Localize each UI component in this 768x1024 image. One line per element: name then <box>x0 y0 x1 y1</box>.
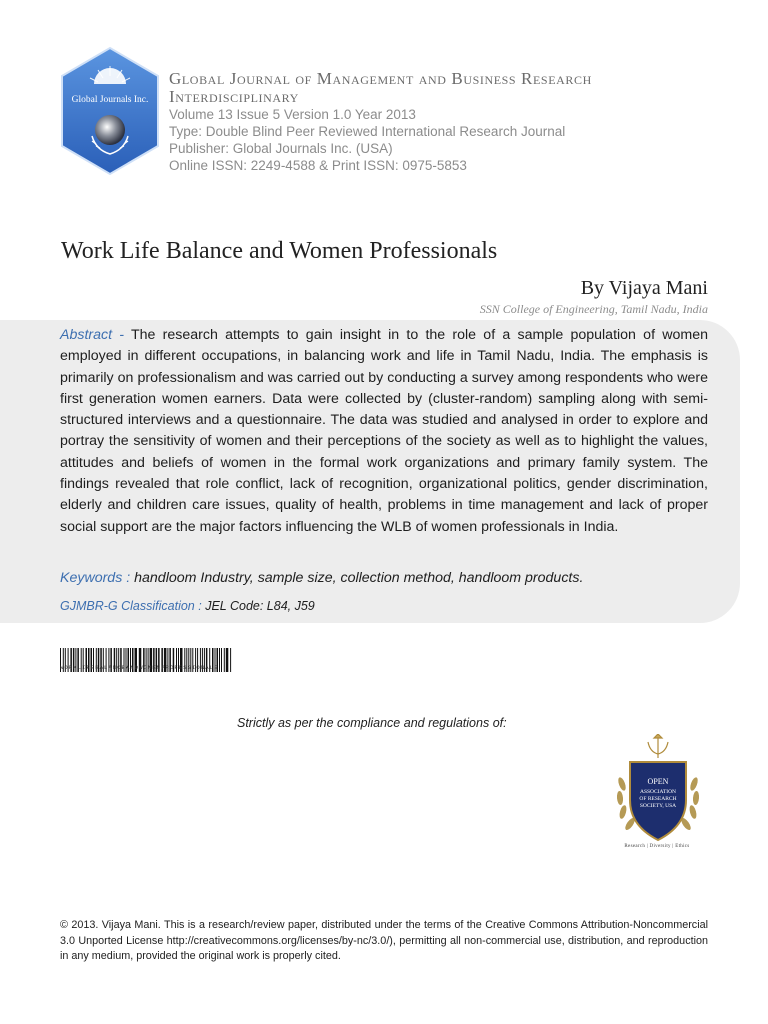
oars-emblem <box>608 734 708 854</box>
journal-issn: Online ISSN: 2249-4588 & Print ISSN: 0975-5853 <box>169 158 467 173</box>
logo-text: Global Journals Inc. <box>71 95 149 105</box>
emblem-line1: OPEN <box>647 777 669 786</box>
compliance-note: Strictly as per the compliance and regulations of: <box>237 716 507 730</box>
journal-publisher: Publisher: Global Journals Inc. (USA) <box>169 141 393 156</box>
classification <box>60 599 315 613</box>
emblem-line3: OF RESEARCH <box>639 796 677 802</box>
keywords-text: handloom Industry, sample size, collection method, handloom products. <box>134 570 584 586</box>
barcode-text: WORKLIFEBALANCEANDWOMENPROFESSIONALS <box>60 664 219 671</box>
keywords <box>60 570 583 586</box>
journal-volume: Volume 13 Issue 5 Version 1.0 Year 2013 <box>169 107 416 122</box>
journal-subtitle: Interdisciplinary <box>169 87 299 106</box>
author: By Vijaya Mani <box>580 277 708 299</box>
classification-text: JEL Code: L84, J59 <box>205 599 315 613</box>
abstract-label: Abstract - <box>60 327 124 343</box>
license-text: © 2013. Vijaya Mani. This is a research/review paper, distributed under the terms of the Creative Commons Attribution-Noncommercial 3.0 Unported License http://creativecommons.org/licenses/by-nc/3.0/), permitting all non-commercial use, distribution, and reproduction in any medium, provided the original work is properly cited. <box>60 919 708 962</box>
classification-label: GJMBR-G Classification : <box>60 599 202 613</box>
journal-title: Global Journal of Management and Business Research <box>169 69 592 88</box>
journal-header <box>169 70 749 174</box>
journal-type: Type: Double Blind Peer Reviewed International Research Journal <box>169 124 566 139</box>
emblem-motto: Research | Diversity | Ethics <box>624 844 690 849</box>
abstract-body: The research attempts to gain insight in to the role of a sample population of women employed in different occupations, in balancing work and life in Tamil Nadu, India. The emphasis is primarily on professionalism and was carried out by conducting a survey among respondents who were first generation women earners. Data were collected by (cluster-random) sampling along with semi-structured interviews and a questionnaire. The data was studied and analysed in order to explore and portray the sensitivity of women and their perceptions of the society as well as to highlight the values, attitudes and beliefs of women in the formal work organizations and primary family system. The findings revealed that role conflict, lack of recognition, organizational politics, gender discrimination, elderly and children care issues, quality of health, problems in time management and lack of proper social support are the major factors influencing the WLB of women professionals in India. <box>60 327 708 535</box>
global-journals-logo <box>60 46 160 176</box>
emblem-line4: SOCIETY, USA <box>639 803 677 809</box>
abstract <box>60 325 708 538</box>
emblem-line2: ASSOCIATION <box>639 789 677 795</box>
affiliation: SSN College of Engineering, Tamil Nadu, India <box>479 302 708 316</box>
keywords-label: Keywords : <box>60 570 131 586</box>
paper-title: Work Life Balance and Women Professionals <box>61 238 498 264</box>
